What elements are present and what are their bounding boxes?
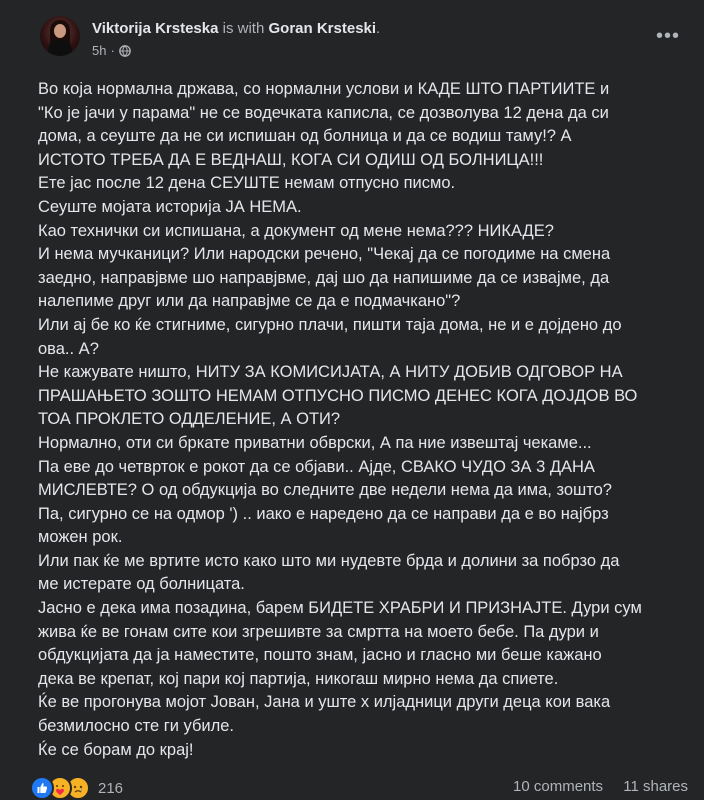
post-text-line: Сеуште мојата историја ЈА НЕМА.: [38, 197, 302, 216]
post-text-line: безмилосно сте ги убиле.: [38, 717, 235, 736]
tagged-suffix: .: [376, 20, 381, 37]
post-text: [38, 78, 688, 762]
post-text-line: можен рок.: [38, 528, 123, 547]
post-text-line: ТОА ПРОКЛЕТО ОДДЕЛЕНИЕ, А ОТИ?: [38, 410, 341, 429]
post-text-line: дека ве крепат, кој пари кој партија, никогаш мирно нема да спиете.: [38, 669, 559, 688]
post-text-line: обдукцијата да ја наместите, пошто знам, јасно и гласно ми беше кажано: [38, 646, 602, 665]
post-text-line: заедно, направјвме шо направјвме, дај шо да напишиме да се извајме, да: [38, 268, 610, 287]
post-text-line: МИСЛЕВТЕ? О од обдукција во следните две недели нема да има, зошто?: [38, 481, 612, 500]
engagement-counts: [513, 778, 688, 795]
post-text-line: дома, а сеуште да не си испишан од болница и да се водиш таму!? А: [38, 127, 572, 146]
reaction-count[interactable]: 216: [98, 779, 124, 797]
post-text-line: Као технички си испишана, а документ од мене нема??? НИКАДЕ?: [38, 221, 554, 240]
post-text-line: ИСТОТО ТРЕБА ДА Е ВЕДНАШ, КОГА СИ ОДИШ ОД БОЛНИЦА!!!: [38, 150, 544, 169]
more-options-icon[interactable]: •••: [656, 25, 681, 47]
post-time[interactable]: 5h: [92, 43, 107, 58]
post-text-line: жива ќе ве гонам сите кои згрешивте за смртта на моето бебе. Па дури и: [38, 622, 599, 641]
post-text-line: ме истерате од болницата.: [38, 575, 245, 594]
post-text-line: налепиме друг или да направјме се да е подмачкано"?: [38, 292, 461, 311]
author-avatar[interactable]: [40, 16, 80, 56]
post-text-line: "Ко је јачи у парама" не се водечката каписла, се дозволува 12 дена да си: [38, 103, 609, 122]
post-text-line: Не кажувате ништо, НИТУ ЗА КОМИСИЈАТА, А НИТУ ДОБИВ ОДГОВОР НА: [38, 363, 623, 382]
post-text-line: ова.. А?: [38, 339, 99, 358]
meta-separator: ·: [110, 43, 115, 58]
tagged-name[interactable]: Goran Krsteski: [268, 20, 377, 37]
post-text-line: Ете јас после 12 дена СЕУШТЕ немам отпусно писмо.: [38, 174, 456, 193]
post-text-line: Па еве до четврток е рокот да се објави.. Ајде, СВАКО ЧУДО ЗА 3 ДАНА: [38, 457, 595, 476]
post-text-line: Или ај бе ко ќе стигниме, сигурно плачи, пишти таја дома, не и е дојдено до: [38, 315, 622, 334]
globe-icon[interactable]: [119, 45, 131, 57]
comments-count[interactable]: 10 comments: [513, 778, 604, 795]
post-text-line: Нормално, оти си бркате приватни обврски, А па ние извештај чекаме...: [38, 433, 592, 452]
post-text-line: Јасно е дека има позадина, барем БИДЕТЕ ХРАБРИ И ПРИЗНАЈТЕ. Дури сум: [38, 599, 642, 618]
post-text-line: Ќе ве прогонува мојот Јован, Јана и уште х илјадници други деца кои вака: [38, 693, 611, 712]
avatar-body: [48, 40, 72, 56]
author-name[interactable]: Viktorija Krsteska: [92, 20, 219, 37]
with-label: is with: [222, 20, 265, 37]
post-text-line: ПРАШАЊЕТО ЗОШТО НЕМАМ ОТПУСНО ПИСМО ДЕНЕС КОГА ДОЈДОВ ВО: [38, 386, 638, 405]
post-text-line: Или пак ќе ме вртите исто како што ми нудевте брда и долини за побрзо да: [38, 551, 620, 570]
post-text-line: И нема мучканици? Или народски речено, "Чекај да се погодиме на смена: [38, 245, 611, 264]
reactions-summary[interactable]: [30, 776, 123, 800]
post-header: [92, 20, 380, 37]
post-meta: [92, 43, 131, 58]
avatar-face: [54, 24, 66, 38]
like-icon: [30, 776, 54, 800]
shares-count[interactable]: 11 shares: [623, 778, 688, 795]
post-text-line: Ќе се борам до крај!: [38, 740, 194, 759]
post-text-line: Па, сигурно се на одмор ') .. иако е наредено да се направи да е во најбрз: [38, 504, 609, 523]
post-text-line: Во која нормална држава, со нормални услови и КАДЕ ШТО ПАРТИИТЕ и: [38, 80, 610, 98]
